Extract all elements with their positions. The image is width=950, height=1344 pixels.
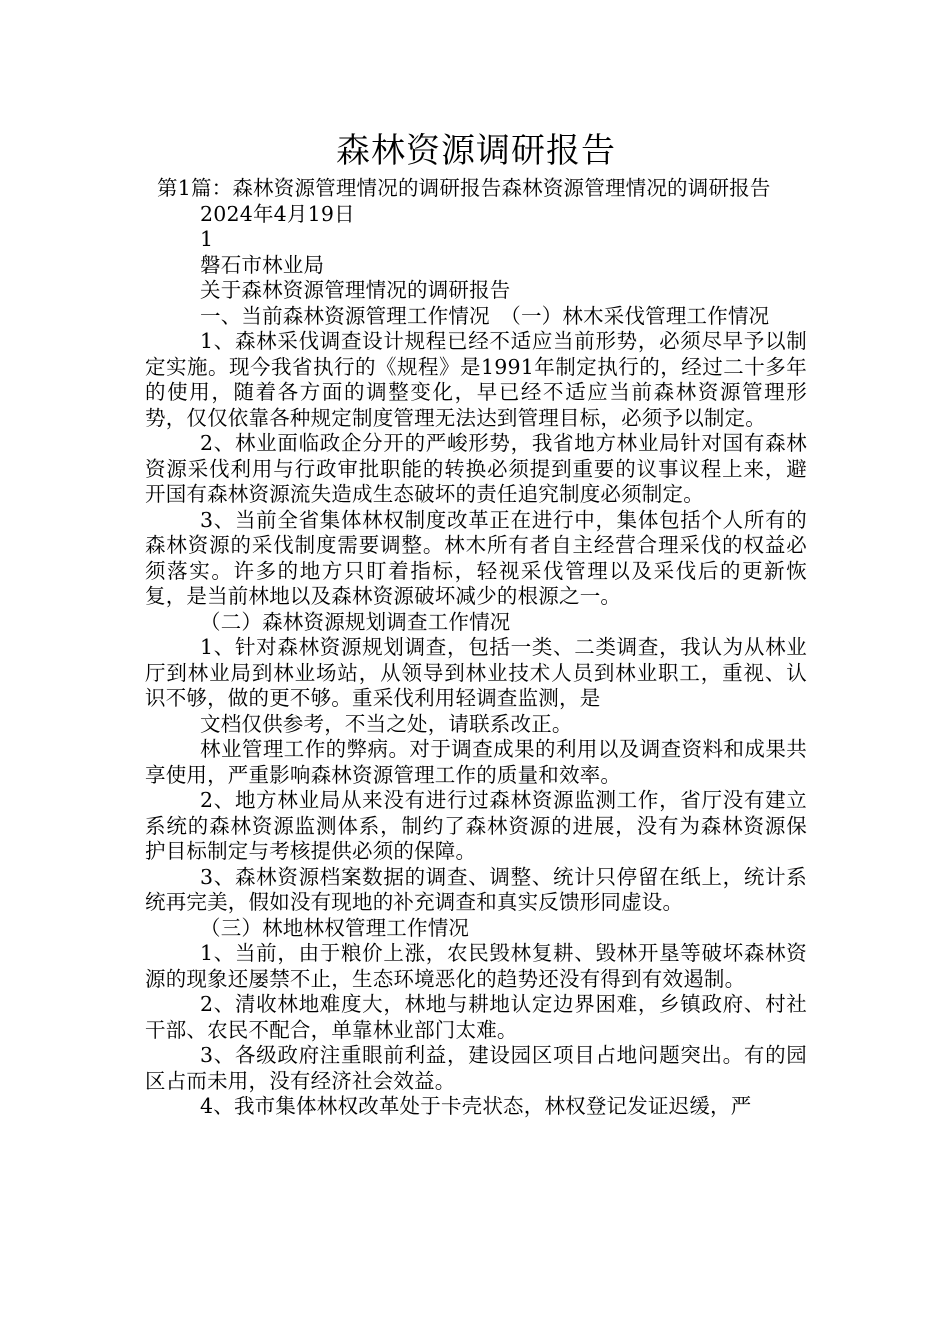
paragraph: 1、针对森林资源规划调查，包括一类、二类调查，我认为从林业厅到林业局到林业场站，从领导到林业技术人员到林业职工，重视、认识不够，做的更不够。重采伐利用轻调查监测，是 bbox=[145, 635, 807, 710]
date-line: 2024年4月19日 bbox=[200, 201, 355, 226]
section-heading-1: 一、当前森林资源管理工作情况 （一）林木采伐管理工作情况 bbox=[200, 303, 770, 328]
section-heading-3: （三）林地林权管理工作情况 bbox=[200, 915, 470, 940]
chapter-heading: 第1篇：森林资源管理情况的调研报告森林资源管理情况的调研报告 bbox=[157, 176, 771, 200]
organization-line: 磐石市林业局 bbox=[200, 252, 325, 277]
paragraph: 2、林业面临政企分开的严峻形势，我省地方林业局针对国有森林资源采伐利用与行政审批职能的转换必须提到重要的议事议程上来，避开国有森林资源流失造成生态破坏的责任追究制度必须制定。 bbox=[145, 431, 807, 506]
paragraph: 2、地方林业局从来没有进行过森林资源监测工作，省厅没有建立系统的森林资源监测体系，制约了森林资源的进展，没有为森林资源保护目标制定与考核提供必须的保障。 bbox=[145, 788, 807, 863]
paragraph: 3、当前全省集体林权制度改革正在进行中，集体包括个人所有的森林资源的采伐制度需要调整。林木所有者自主经营合理采伐的权益必须落实。许多的地方只盯着指标，轻视采伐管理以及采伐后的更新恢复，是当前林地以及森林资源破坏减少的根源之一。 bbox=[145, 507, 807, 608]
paragraph: 4、我市集体林权改革处于卡壳状态，林权登记发证迟缓，严 bbox=[200, 1094, 752, 1118]
document-page bbox=[145, 128, 807, 1120]
page-number-line: 1 bbox=[200, 227, 214, 251]
document-title: 森林资源调研报告 bbox=[336, 131, 616, 171]
section-heading-2: （二）森林资源规划调查工作情况 bbox=[200, 609, 511, 634]
paragraph: 3、森林资源档案数据的调查、调整、统计只停留在纸上，统计系统再完美，假如没有现地的补充调查和真实反馈形同虚设。 bbox=[145, 864, 807, 914]
paragraph: 2、清收林地难度大，林地与耕地认定边界困难，乡镇政府、村社干部、农民不配合，单靠林业部门太难。 bbox=[145, 992, 807, 1042]
paragraph: 林业管理工作的弊病。对于调查成果的利用以及调查资料和成果共享使用，严重影响森林资源管理工作的质量和效率。 bbox=[145, 737, 807, 787]
report-subtitle: 关于森林资源管理情况的调研报告 bbox=[200, 278, 511, 302]
paragraph: 1、当前，由于粮价上涨，农民毁林复耕、毁林开垦等破坏森林资源的现象还屡禁不止，生态环境恶化的趋势还没有得到有效遏制。 bbox=[145, 941, 807, 991]
paragraph: 1、森林采伐调查设计规程已经不适应当前形势，必须尽早予以制定实施。现今我省执行的《规程》是1991年制定执行的，经过二十多年的使用，随着各方面的调整变化，早已经不适应当前森林资源管理形势，仅仅依靠各种规定制度管理无法达到管理目标，必须予以制定。 bbox=[145, 329, 807, 430]
disclaimer-line: 文档仅供参考，不当之处，请联系改正。 bbox=[200, 711, 573, 736]
paragraph: 3、各级政府注重眼前利益，建设园区项目占地问题突出。有的园区占而未用，没有经济社会效益。 bbox=[145, 1043, 807, 1093]
